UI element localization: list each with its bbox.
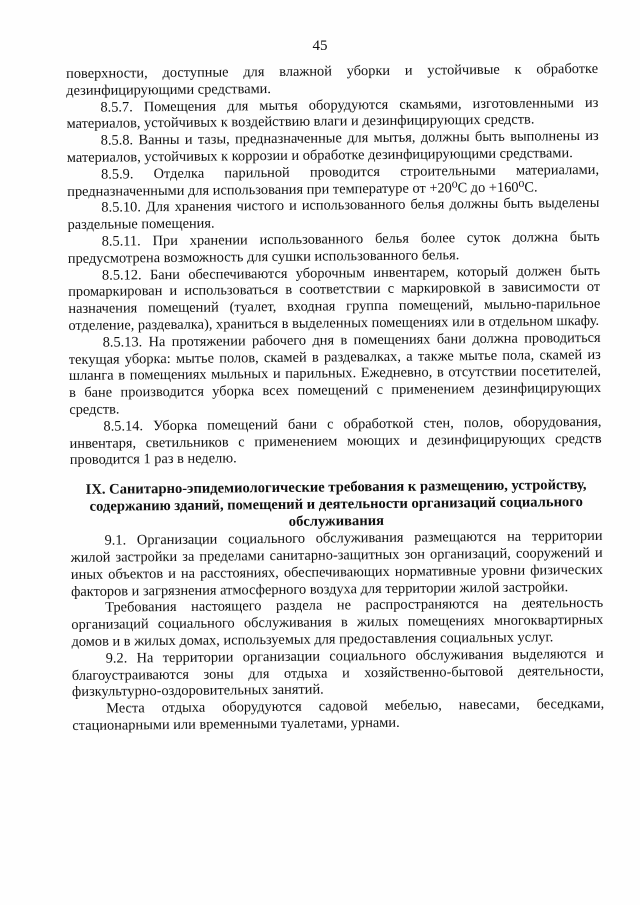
paragraph-9-2-note: Места отдыха оборудуются садовой мебелью, навесами, беседками, стационарными или временными туалетами, урнами. xyxy=(72,695,605,734)
section-heading: IX. Санитарно-эпидемиологические требования к размещению, устройству, содержанию зданий, помещений и деятельности организаций социального обслуживания xyxy=(85,477,587,531)
paragraph-8-5-9: 8.5.9. Отделка парильной проводится строительными материалами, предназначенными для использования при температуре от +20⁰С до +160⁰С. xyxy=(67,161,600,200)
paragraph-9-1: 9.1. Организации социального обслуживания размещаются на территории жилой застройки за пределами санитарно-защитных зон организаций, сооружений и иных объектов и на расстояниях, обеспечивающих нормативные уровни физических факторов и загрязнения атмосферного воздуха для территории жилой застройки. xyxy=(70,527,603,600)
paragraph-8-5-8: 8.5.8. Ванны и тазы, предназначенные для мытья, должны быть выполнены из материалов, устойчивых к коррозии и обработке дезинфицирующими средствами. xyxy=(66,128,599,166)
paragraph-8-5-7: 8.5.7. Помещения для мытья оборудуются скамьями, изготовленными из материалов, устойчивых к воздействию влаги и дезинфицирующих средств. xyxy=(66,94,599,133)
paragraph-8-5-11: 8.5.11. При хранении использованного белья более суток должна быть предусмотрена возможность для сушки использованного белья. xyxy=(67,228,600,267)
paragraph-8-5-10: 8.5.10. Для хранения чистого и использованного белья должны быть выделены раздельные помещения. xyxy=(67,195,600,234)
page-number: 45 xyxy=(312,38,328,54)
paragraph-9-1-note: Требования настоящего раздела не распространяются на деятельность организаций социального обслуживания в жилых помещениях многоквартирных домов и в жилых домах, используемых для предоставления социальных услуг. xyxy=(71,595,604,650)
paragraph-9-2: 9.2. На территории организации социального обслуживания выделяются и благоустраиваются зоны для отдыха и хозяйственно-бытовой деятельности, физкультурно-оздоровительных занятий. xyxy=(71,645,604,701)
paragraph-continuation: поверхности, доступные для влажной уборки и устойчивые к обработке дезинфицирующими средствами. xyxy=(66,60,599,99)
paragraph-8-5-12: 8.5.12. Бани обеспечиваются уборочным инвентарем, который должен быть промаркирован и использоваться в соответствии с маркировкой в зависимости от назначения помещений (туалет, входная группа помещений, мыльно-парильное отделение, раздевалка), храниться в выделенных помещениях или в отдельном шкафу. xyxy=(68,262,601,334)
document-body xyxy=(66,61,604,735)
paragraph-8-5-13: 8.5.13. На протяжении рабочего дня в помещениях бани должна проводиться текущая уборка: мытье полов, скамей в раздевалках, а также мытье пола, скамей из шланга в помещениях мыльных и парильных. Ежедневно, в отсутствии посетителей, в бане производится уборка всех помещений с применением дезинфицирующих средств. xyxy=(68,329,602,418)
paragraph-8-5-14: 8.5.14. Уборка помещений бани с обработкой стен, полов, оборудования, инвентаря, светильников с применением моющих и дезинфицирующих средств проводится 1 раз в неделю. xyxy=(69,413,602,469)
